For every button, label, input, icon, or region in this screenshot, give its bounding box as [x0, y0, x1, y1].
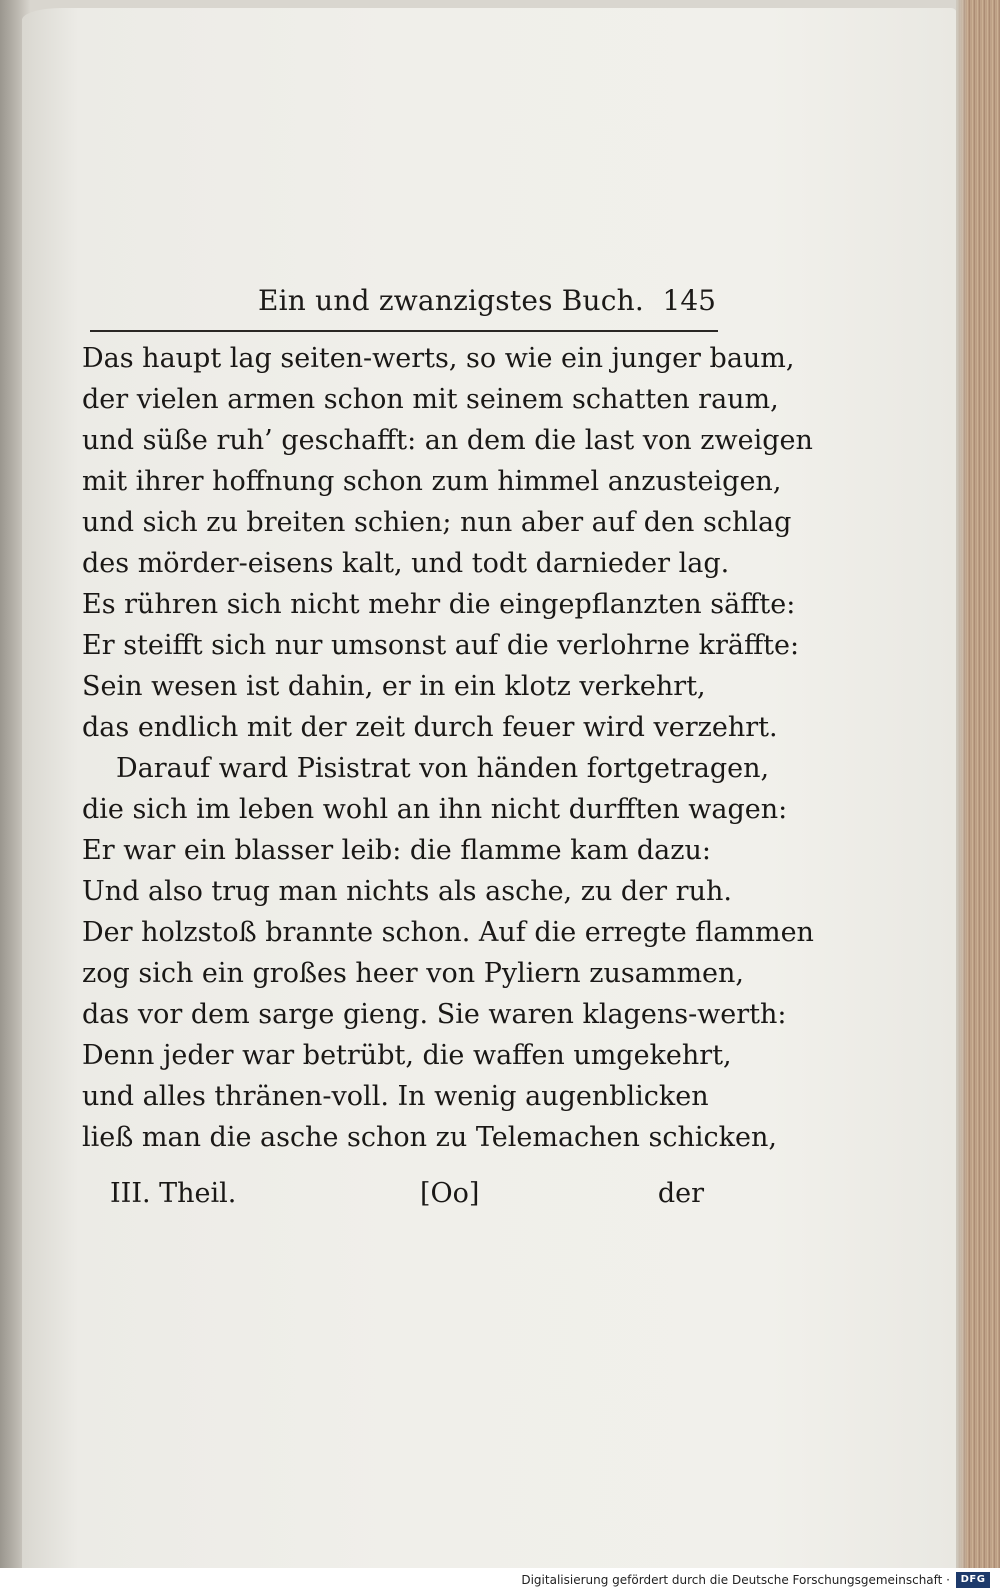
verse-line: Er war ein blasser leib: die flamme kam dazu: — [82, 835, 711, 866]
running-title: Ein und zwanzigstes Buch. — [258, 284, 644, 317]
verse-line: und sich zu breiten schien; nun aber auf den schlag — [82, 507, 792, 538]
verse-line: Es rühren sich nicht mehr die eingepflanzten säffte: — [82, 589, 796, 620]
verse-line: zog sich ein großes heer von Pyliern zusammen, — [82, 958, 745, 989]
page-number: 145 — [662, 284, 716, 317]
verse-line: mit ihrer hoffnung schon zum himmel anzusteigen, — [82, 466, 782, 497]
verse-line: das endlich mit der zeit durch feuer wird verzehrt. — [82, 712, 778, 743]
catchword: der — [657, 1178, 704, 1209]
page-header — [90, 278, 718, 328]
verse-line: des mörder-eisens kalt, und todt darnieder lag. — [82, 548, 730, 579]
right-page-edges — [956, 0, 1000, 1568]
verse-line: Das haupt lag seiten-werts, so wie ein junger baum, — [82, 343, 795, 374]
verse-line: Der holzstoß brannte schon. Auf die erregte flammen — [82, 917, 814, 948]
verse-line: das vor dem sarge gieng. Sie waren klagens-werth: — [82, 999, 787, 1030]
page-footer — [82, 1178, 710, 1222]
header-rule — [90, 330, 718, 332]
dfg-logo-icon: DFG — [956, 1572, 990, 1588]
gathering-mark: [Oo] — [420, 1178, 480, 1209]
funding-credit: Digitalisierung gefördert durch die Deutsche Forschungsgemeinschaft · — [521, 1573, 950, 1587]
credit-bar — [0, 1568, 1000, 1593]
verse-text-block — [82, 338, 814, 1158]
verse-line: die sich im leben wohl an ihn nicht durfften wagen: — [82, 794, 788, 825]
verse-line: und alles thränen-voll. In wenig augenblicken — [82, 1081, 709, 1112]
verse-line: ließ man die asche schon zu Telemachen schicken, — [82, 1122, 777, 1153]
verse-line: der vielen armen schon mit seinem schatten raum, — [82, 384, 779, 415]
verse-line: Sein wesen ist dahin, er in ein klotz verkehrt, — [82, 671, 706, 702]
verse-line: Darauf ward Pisistrat von händen fortgetragen, — [116, 753, 770, 784]
volume-signature: III. Theil. — [110, 1178, 237, 1209]
verse-line: Und also trug man nichts als asche, zu der ruh. — [82, 876, 732, 907]
verse-line: Er steifft sich nur umsonst auf die verlohrne kräffte: — [82, 630, 800, 661]
verse-line: und süße ruh’ geschafft: an dem die last von zweigen — [82, 425, 813, 456]
verse-line: Denn jeder war betrübt, die waffen umgekehrt, — [82, 1040, 732, 1071]
